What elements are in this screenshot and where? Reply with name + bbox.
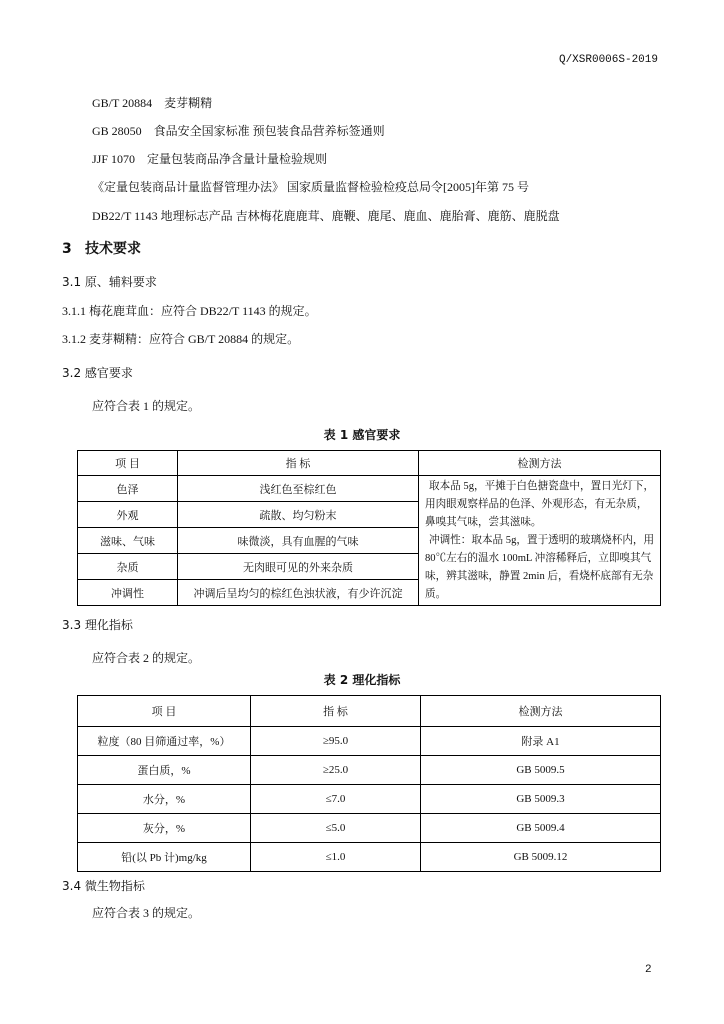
item-cell: 冲调性: [78, 580, 178, 606]
item-cell: 水分，%: [78, 785, 251, 814]
sensory-requirements-table: [77, 450, 661, 606]
column-header: 检测方法: [419, 451, 661, 476]
spec-cell: 冲调后呈均匀的棕红色浊状液，有少许沉淀: [178, 580, 419, 606]
section-3-3-text: 应符合表 2 的规定。: [92, 651, 201, 665]
item-cell: 外观: [78, 502, 178, 528]
reference-line: GB 28050 食品安全国家标准 预包装食品营养标签通则: [92, 124, 385, 138]
table-row: [78, 814, 661, 843]
table-row: [78, 756, 661, 785]
spec-cell: 浅红色至棕红色: [178, 476, 419, 502]
section-title: 技术要求: [85, 241, 141, 257]
section-3-3-heading: 3.3 理化指标: [62, 618, 133, 632]
item-cell: 铅(以 Pb 计)mg/kg: [78, 843, 251, 872]
spec-cell: 味微淡，具有血腥的气味: [178, 528, 419, 554]
spec-cell: ≤7.0: [251, 785, 421, 814]
reference-line: DB22/T 1143 地理标志产品 吉林梅花鹿鹿茸、鹿鞭、鹿尾、鹿血、鹿胎膏、鹿筋、鹿脱盘: [92, 209, 560, 223]
column-header: 项 目: [78, 451, 178, 476]
method-cell: GB 5009.5: [421, 756, 661, 785]
method-cell: GB 5009.4: [421, 814, 661, 843]
item-cell: 杂质: [78, 554, 178, 580]
clause-3-1-1: 3.1.1 梅花鹿茸血：应符合 DB22/T 1143 的规定。: [62, 304, 317, 318]
section-3-4-heading: 3.4 微生物指标: [62, 879, 145, 893]
table-row: [78, 843, 661, 872]
method-paragraph: 取本品 5g，平摊于白色搪瓷盘中，置日光灯下，用肉眼观察样品的色泽、外观形态，有无杂质，鼻嗅其气味，尝其滋味。: [425, 481, 655, 528]
item-cell: 蛋白质，%: [78, 756, 251, 785]
section-3-heading: [62, 241, 141, 257]
spec-cell: ≥95.0: [251, 727, 421, 756]
reference-line: GB/T 20884 麦芽糊精: [92, 96, 213, 110]
spec-cell: 无肉眼可见的外来杂质: [178, 554, 419, 580]
section-number: 3: [62, 241, 72, 257]
method-cell: [419, 476, 661, 606]
table-row: [78, 727, 661, 756]
section-3-2-heading: 3.2 感官要求: [62, 366, 133, 380]
table-row: [78, 476, 661, 502]
column-header: 指 标: [178, 451, 419, 476]
table-1-caption: 表 1 感官要求: [323, 428, 401, 442]
page-number: 2: [645, 964, 652, 976]
column-header: 项 目: [78, 696, 251, 727]
method-cell: GB 5009.3: [421, 785, 661, 814]
document-code: Q/XSR0006S-2019: [558, 54, 658, 66]
spec-cell: ≤1.0: [251, 843, 421, 872]
item-cell: 色泽: [78, 476, 178, 502]
clause-3-1-2: 3.1.2 麦芽糊精：应符合 GB/T 20884 的规定。: [62, 332, 300, 346]
column-header: 指 标: [251, 696, 421, 727]
item-cell: 灰分，%: [78, 814, 251, 843]
spec-cell: ≤5.0: [251, 814, 421, 843]
reference-line: 《定量包装商品计量监督管理办法》 国家质量监督检验检疫总局令[2005]年第 75 号: [92, 180, 529, 194]
physicochemical-indicators-table: [77, 695, 661, 872]
item-cell: 粒度（80 目筛通过率，%）: [78, 727, 251, 756]
section-3-2-text: 应符合表 1 的规定。: [92, 399, 201, 413]
method-cell: GB 5009.12: [421, 843, 661, 872]
section-3-4-text: 应符合表 3 的规定。: [92, 906, 201, 920]
spec-cell: ≥25.0: [251, 756, 421, 785]
method-cell: 附录 A1: [421, 727, 661, 756]
section-3-1-heading: 3.1 原、辅料要求: [62, 275, 157, 289]
table-row: [78, 785, 661, 814]
spec-cell: 疏散、均匀粉末: [178, 502, 419, 528]
method-paragraph: 冲调性：取本品 5g，置于透明的玻璃烧杯内，用 80℃左右的温水 100mL 冲溶稀释后，立即嗅其气味，辨其滋味，静置 2min 后，看烧杯底部有无杂质。: [425, 535, 655, 600]
table-header-row: [78, 451, 661, 476]
column-header: 检测方法: [421, 696, 661, 727]
table-2-caption: 表 2 理化指标: [323, 673, 401, 687]
reference-line: JJF 1070 定量包装商品净含量计量检验规则: [92, 152, 328, 166]
item-cell: 滋味、气味: [78, 528, 178, 554]
table-header-row: [78, 696, 661, 727]
